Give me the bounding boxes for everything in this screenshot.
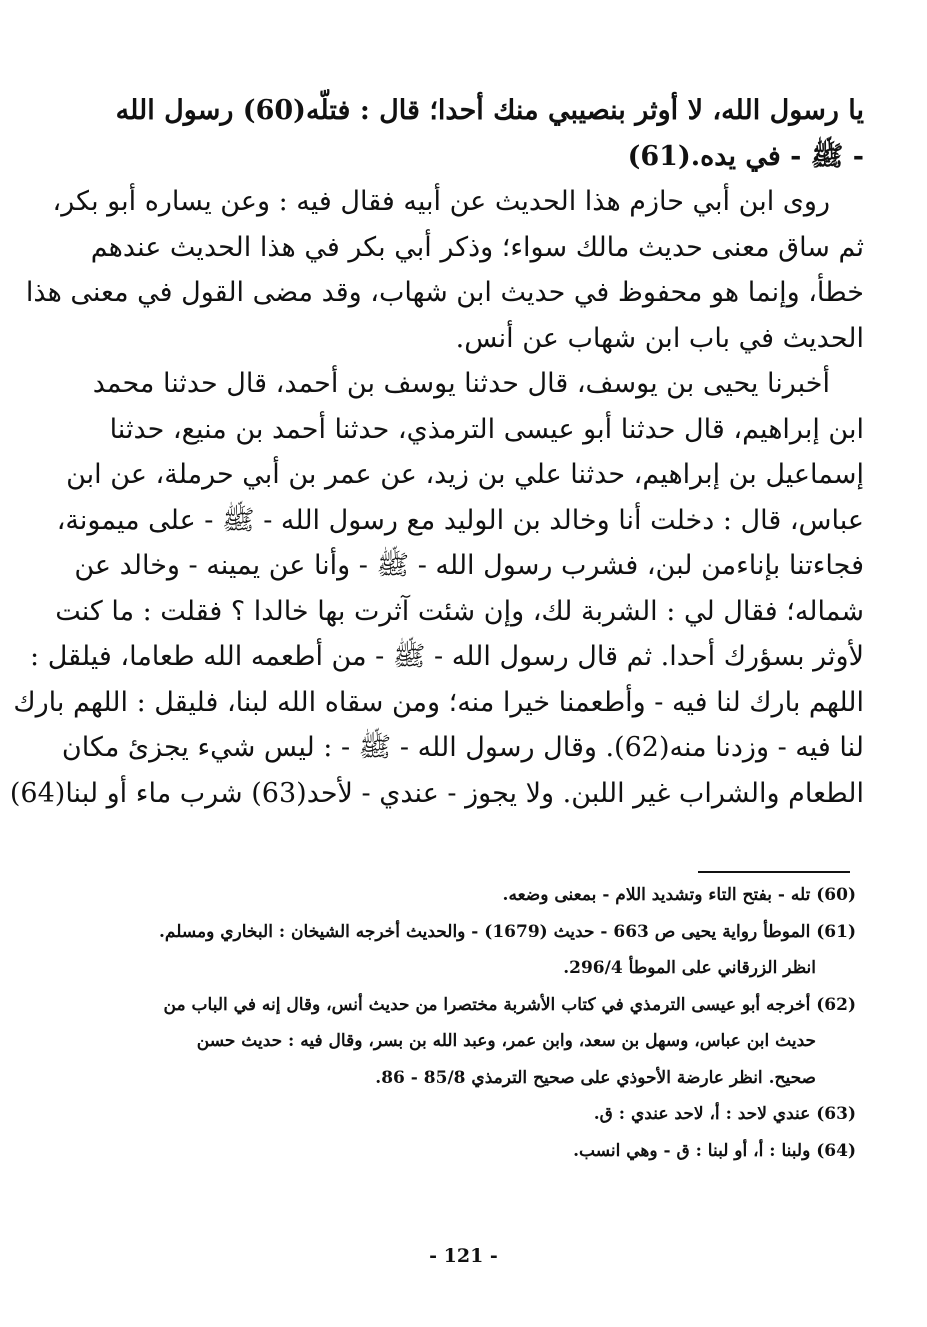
text-line: روى ابن أبي حازم هذا الحديث عن أبيه فقال فيه : وعن يساره أبو بكر، [52, 186, 830, 217]
text-line: لنا فيه - وزدنا منه(62). وقال رسول الله - ﷺ - : ليس شيء يجزئ مكان [61, 732, 864, 763]
text-line: ابن إبراهيم، قال حدثنا أبو عيسى الترمذي، حدثنا أحمد بن منيع، حدثنا [109, 413, 864, 445]
text-line: يا رسول الله، لا أوثر بنصيبي منك أحدا؛ قال : فتلّه(60) رسول الله [115, 95, 864, 126]
text-line: ثم ساق معنى حديث مالك سواء؛ وذكر أبي بكر في هذا الحديث عندهم [90, 231, 864, 263]
text-line: عباس، قال : دخلت أنا وخالد بن الوليد مع رسول الله - ﷺ - على ميمونة، [56, 504, 864, 536]
text-line: إسماعيل بن إبراهيم، حدثنا علي بن زيد، عن عمر بن أبي حرملة، عن ابن [66, 459, 864, 490]
footnote-line: (61) الموطأ رواية يحيى ص 663 - حديث (1679) - والحديث أخرجه الشيخان : البخاري ومسلم. [158, 921, 856, 942]
footnote-line: انظر الزرقاني على الموطأ 296/4. [563, 958, 816, 978]
footnote-line: (60) تله - بفتح التاء وتشديد اللام - بمعنى وضعه. [502, 885, 856, 905]
footnote-line: (64) ولبنا : أ، أو لبنا : ق - وهي انسب. [573, 1140, 856, 1161]
footnote-line: (62) أخرجه أبو عيسى الترمذي في كتاب الأشربة مختصرا من حديث أنس، وقال إنه في الباب من [163, 994, 856, 1015]
text-line: اللهم بارك لنا فيه - وأطعمنا خيرا منه؛ ومن سقاه الله لبنا، فليقل : اللهم بارك [13, 686, 864, 718]
text-line: الطعام والشراب غير اللبن. ولا يجوز - عندي - لأحد(63) شرب ماء أو لبنا(64) [9, 777, 864, 809]
footnote-line: (63) عندي لاحد : أ، لاحد عندي : ق. [593, 1104, 856, 1124]
text-line: الحديث في باب ابن شهاب عن أنس. [455, 322, 864, 354]
text-line: خطأ، وإنما هو محفوظ في حديث ابن شهاب، وقد مضى القول في معنى هذا [25, 277, 864, 308]
footnote-line: حديث ابن عباس، وسهل بن سعد، وابن عمر، وعبد الله بن بسر، وقال فيه : حديث حسن [196, 1031, 816, 1051]
text-line: فجاءتنا بإناءمن لبن، فشرب رسول الله - ﷺ - وأنا عن يمينه - وخالد عن [74, 550, 864, 581]
page-number: - 121 - [429, 1245, 498, 1267]
footnotes [118, 877, 856, 1169]
text-line: - ﷺ - في يده.(61) [627, 140, 864, 172]
text-line: لأوثر بسؤرك أحدا. ثم قال رسول الله - ﷺ - من أطعمه الله طعاما، فيلقل : [30, 641, 864, 672]
text-line: أخبرنا يحيى بن يوسف، قال حدثنا يوسف بن أحمد، قال حدثنا محمد [92, 368, 830, 399]
text-line: شماله؛ فقال لي : الشربة لك، وإن شئت آثرت بها خالدا ؟ فقلت : ما كنت [55, 595, 864, 627]
footnote-separator [698, 871, 850, 873]
main-text [9, 88, 864, 816]
footnote-line: صحيح. انظر عارضة الأحوذي على صحيح الترمذي 85/8 - 86. [375, 1067, 816, 1088]
